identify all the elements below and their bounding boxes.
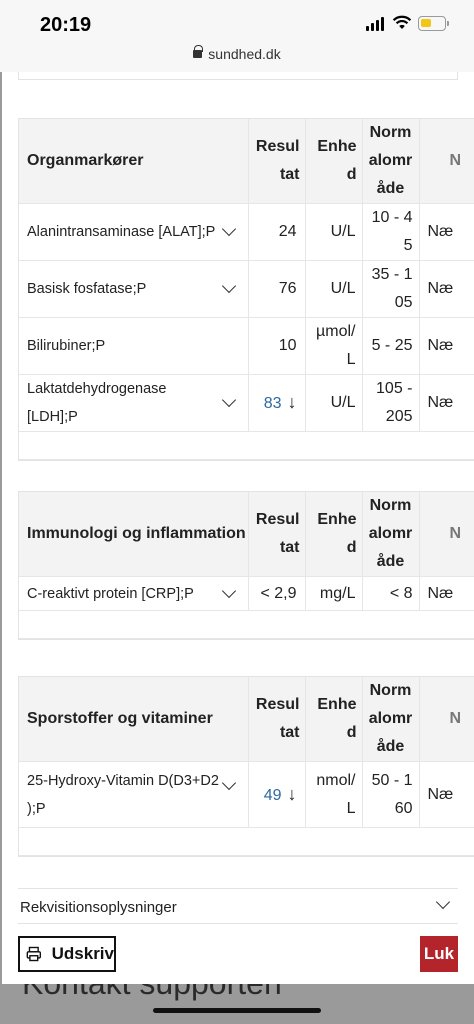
result-value: 10 [248,318,305,375]
table-row[interactable] [19,375,474,432]
modal-scroll-area[interactable] [2,72,474,890]
result-extra: Næ [419,261,474,318]
result-norm: 50 - 1 60 [362,762,419,828]
flagged-value: 83 [263,395,282,412]
table-row[interactable] [19,261,474,318]
close-button[interactable]: Luk [420,936,458,972]
column-header-result: Resul tat [248,677,305,762]
column-header-extra: N [419,677,474,762]
result-norm: 10 - 4 5 [362,204,419,261]
chevron-down-icon[interactable] [221,583,235,597]
column-header-result: Resul tat [248,119,305,204]
result-unit: µmol/ L [305,318,362,375]
result-name[interactable]: 25-Hydroxy-Vitamin D(D3+D2 );P [19,762,248,828]
requisition-accordion[interactable] [18,888,458,924]
column-header-extra: N [419,492,474,577]
result-extra: Næ [419,318,474,375]
result-unit: U/L [305,261,362,318]
results-table [19,492,474,639]
table-row[interactable] [19,762,474,828]
result-extra: Næ [419,375,474,432]
column-header-extra: N [419,119,474,204]
result-extra: Næ [419,204,474,261]
section-card-immunologi [18,491,474,640]
result-norm: 5 - 25 [362,318,419,375]
home-indicator[interactable] [153,1008,321,1013]
column-header-unit: Enhe d [305,492,362,577]
result-name[interactable]: Alanintransaminase [ALAT];P [19,204,248,261]
section-title: Immunologi og inflammation [19,492,248,577]
result-value: < 2,9 [248,577,305,611]
previous-card-edge [18,72,458,80]
result-unit: mg/L [305,577,362,611]
result-unit: nmol/ L [305,762,362,828]
arrow-down-icon: ↓ [287,783,297,804]
column-header-unit: Enhe d [305,677,362,762]
result-name[interactable]: Basisk fosfatase;P [19,261,248,318]
result-name[interactable]: C-reaktivt protein [CRP];P [19,577,248,611]
result-value: 24 [248,204,305,261]
section-card-sporstoffer [18,676,474,857]
result-value: 76 [248,261,305,318]
result-name[interactable]: Laktatdehydrogenase [LDH];P [19,375,248,432]
result-name[interactable]: Bilirubiner;P [19,318,248,375]
requisition-label: Rekvisitionsoplysninger [20,899,177,916]
url-text: sundhed.dk [208,46,281,62]
table-spacer-row [19,432,474,460]
table-header-row [19,119,474,204]
chevron-down-icon[interactable] [221,222,235,236]
print-label: Udskriv [51,944,114,963]
signal-icon [366,17,384,31]
section-title: Organmarkører [19,119,248,204]
result-norm: < 8 [362,577,419,611]
status-time: 20:19 [40,14,92,36]
result-value [248,375,305,432]
table-spacer-row [19,828,474,856]
result-extra: Næ [419,762,474,828]
results-table [19,119,474,460]
table-row[interactable] [19,204,474,261]
result-unit: U/L [305,375,362,432]
chevron-down-icon[interactable] [221,776,235,790]
lock-icon [193,49,202,59]
chevron-down-icon[interactable] [436,895,450,909]
chevron-down-icon[interactable] [221,393,235,407]
table-header-row [19,677,474,762]
result-norm: 105 - 205 [362,375,419,432]
column-header-norm: Norm alomr åde [362,677,419,762]
result-unit: U/L [305,204,362,261]
table-spacer-row [19,611,474,639]
flagged-value: 49 [263,786,282,804]
table-row[interactable] [19,577,474,611]
battery-icon [418,16,446,31]
print-button[interactable] [18,936,116,972]
result-extra: Næ [419,577,474,611]
table-row[interactable] [19,318,474,375]
arrow-down-icon: ↓ [287,392,297,412]
results-modal [2,72,474,984]
printer-icon [26,945,42,963]
address-bar[interactable] [0,42,474,72]
result-norm: 35 - 1 05 [362,261,419,318]
column-header-norm: Norm alomr åde [362,119,419,204]
column-header-unit: Enhe d [305,119,362,204]
table-header-row [19,492,474,577]
column-header-result: Resul tat [248,492,305,577]
section-title: Sporstoffer og vitaminer [19,677,248,762]
section-card-organmarkorer [18,118,474,461]
chevron-down-icon[interactable] [221,279,235,293]
column-header-norm: Norm alomr åde [362,492,419,577]
wifi-icon [392,14,412,30]
status-bar [0,0,474,42]
result-value [248,762,305,828]
results-table [19,677,474,856]
